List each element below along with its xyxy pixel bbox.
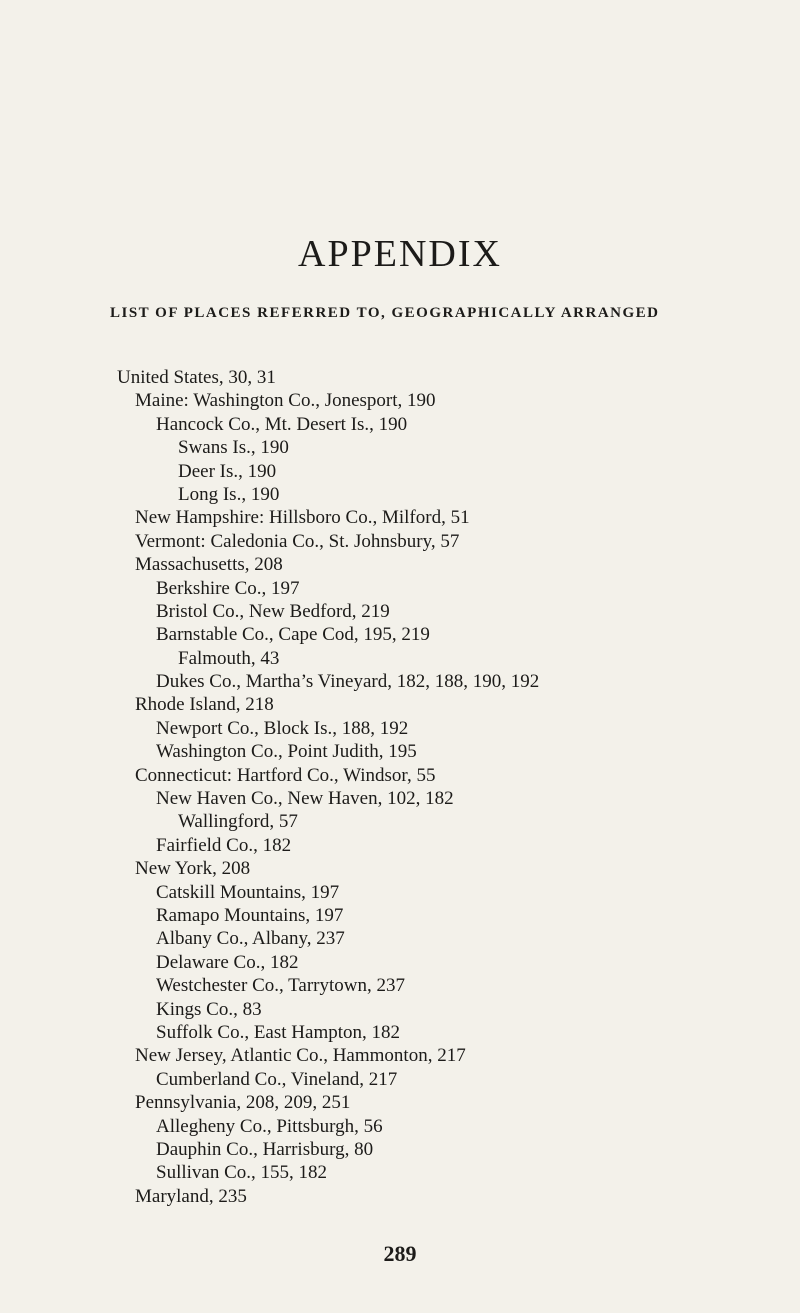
place-entry: Long Is., 190 xyxy=(178,483,280,505)
place-entry: New Hampshire: Hillsboro Co., Milford, 51 xyxy=(135,507,470,529)
place-entry: Suffolk Co., East Hampton, 182 xyxy=(156,1021,401,1043)
place-entry: Wallingford, 57 xyxy=(178,811,298,833)
place-entry: Cumberland Co., Vineland, 217 xyxy=(156,1068,398,1090)
place-entry: Fairfield Co., 182 xyxy=(156,834,292,856)
place-entry: Dauphin Co., Harrisburg, 80 xyxy=(156,1138,374,1160)
place-entry: New Haven Co., New Haven, 102, 182 xyxy=(156,788,454,810)
place-entry: Barnstable Co., Cape Cod, 195, 219 xyxy=(156,624,430,646)
place-entry: Falmouth, 43 xyxy=(178,647,280,669)
list-subheading: LIST OF PLACES REFERRED TO, GEOGRAPHICALLY ARRANGED xyxy=(110,305,660,321)
place-entry: Vermont: Caledonia Co., St. Johnsbury, 57 xyxy=(135,530,460,552)
place-list xyxy=(0,366,800,1208)
place-entry: Hancock Co., Mt. Desert Is., 190 xyxy=(156,413,408,435)
place-entry: Rhode Island, 218 xyxy=(135,694,274,716)
place-entry: Kings Co., 83 xyxy=(156,998,262,1020)
place-entry: Delaware Co., 182 xyxy=(156,951,299,973)
place-entry: Maine: Washington Co., Jonesport, 190 xyxy=(135,390,436,412)
place-entry: Catskill Mountains, 197 xyxy=(156,881,340,903)
place-entry: United States, 30, 31 xyxy=(117,367,276,388)
place-entry: Albany Co., Albany, 237 xyxy=(156,928,345,950)
place-entry: Connecticut: Hartford Co., Windsor, 55 xyxy=(135,764,436,786)
place-entry: Massachusetts, 208 xyxy=(135,554,283,576)
place-entry: New York, 208 xyxy=(135,858,251,880)
place-entry: Bristol Co., New Bedford, 219 xyxy=(156,600,390,622)
place-entry: Pennsylvania, 208, 209, 251 xyxy=(135,1092,351,1114)
appendix-heading: APPENDIX xyxy=(298,233,502,275)
place-entry: Ramapo Mountains, 197 xyxy=(156,904,344,926)
place-entry: Sullivan Co., 155, 182 xyxy=(156,1162,328,1184)
page-number: 289 xyxy=(383,1241,417,1266)
place-entry: Newport Co., Block Is., 188, 192 xyxy=(156,717,409,739)
place-entry: Westchester Co., Tarrytown, 237 xyxy=(156,975,406,997)
place-entry: Deer Is., 190 xyxy=(178,460,277,482)
place-entry: Maryland, 235 xyxy=(135,1185,247,1207)
place-entry: Swans Is., 190 xyxy=(178,437,289,459)
place-entry: Allegheny Co., Pittsburgh, 56 xyxy=(156,1115,383,1137)
place-entry: Berkshire Co., 197 xyxy=(156,577,300,599)
place-entry: Dukes Co., Martha’s Vineyard, 182, 188, 190, 192 xyxy=(156,671,540,693)
place-entry: Washington Co., Point Judith, 195 xyxy=(156,741,417,763)
place-entry: New Jersey, Atlantic Co., Hammonton, 217 xyxy=(135,1045,466,1067)
